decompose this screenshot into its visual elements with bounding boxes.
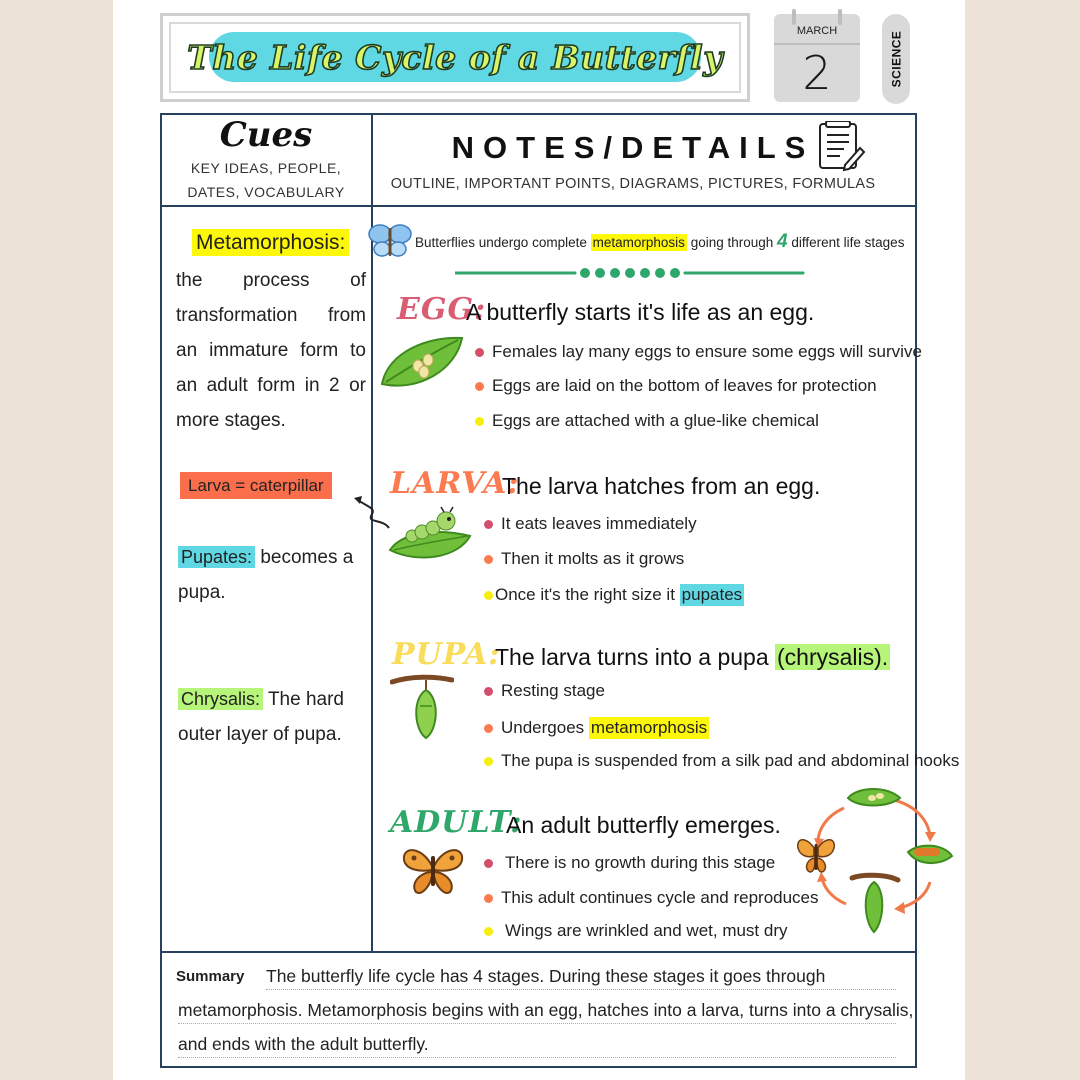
egg-bullet-2: Eggs are laid on the bottom of leaves for protection: [475, 376, 877, 396]
egg-heading: EGG:: [397, 292, 487, 327]
decorative-divider: [455, 264, 805, 282]
cue-metamorphosis: [176, 225, 368, 438]
notes-subheading: OUTLINE, IMPORTANT POINTS, DIAGRAMS, PICTURES, FORMULAS: [390, 176, 876, 192]
cues-heading: Cues: [219, 115, 313, 155]
term-chrysalis: Chrysalis:: [178, 688, 263, 710]
adult-butterfly-icon: [400, 844, 466, 896]
egg-bullet-1: Females lay many eggs to ensure some eggs will survive: [475, 342, 922, 362]
intro-text-end: different life stages: [791, 235, 905, 250]
term-metamorphosis: Metamorphosis:: [192, 229, 349, 256]
butterfly-icon: [367, 220, 413, 262]
title-banner: [187, 32, 723, 82]
term-larva: Larva = caterpillar: [180, 472, 332, 499]
summary-label: Summary: [176, 968, 245, 985]
summary-line-3: and ends with the adult butterfly.: [178, 1034, 896, 1058]
notepad-icon: [818, 121, 866, 173]
egg-bullet-3: Eggs are attached with a glue-like chemical: [475, 411, 819, 431]
calendar-day: 2: [802, 46, 832, 100]
larva-bullet-3: Once it's the right size it pupates: [484, 584, 744, 606]
pupa-bullet-1: Resting stage: [484, 681, 605, 701]
pupa-bullet-3: The pupa is suspended from a silk pad and abdominal hooks: [484, 751, 959, 771]
header-divider: [160, 205, 917, 207]
cue-pupates: [178, 540, 358, 610]
intro-text-start: Butterflies undergo complete: [415, 235, 587, 250]
cue-larva: [180, 468, 332, 503]
pupates-highlight: pupates: [681, 585, 743, 604]
adult-bullet-3: Wings are wrinkled and wet, must dry: [484, 921, 788, 941]
larva-bullet-2: Then it molts as it grows: [484, 549, 684, 569]
egg-description: A butterfly starts it's life as an egg.: [466, 299, 815, 325]
cues-subheading: KEY IDEAS, PEOPLE, DATES, VOCABULARY: [187, 160, 345, 200]
intro-text-mid: going through: [690, 235, 774, 250]
adult-description: An adult butterfly emerges.: [506, 812, 781, 838]
summary-line-2: metamorphosis. Metamorphosis begins with an egg, hatches into a larva, turns into a chrysalis,: [178, 1000, 896, 1024]
life-cycle-diagram: [796, 786, 954, 936]
cue-chrysalis: [178, 682, 358, 752]
intro-highlight: metamorphosis: [592, 235, 685, 250]
adult-heading: ADULT:: [390, 805, 523, 840]
larva-description: The larva hatches from an egg.: [502, 473, 821, 499]
subject-tag: [882, 14, 910, 104]
intro-sentence: [415, 231, 904, 253]
notes-heading: NOTES/DETAILS: [451, 130, 815, 165]
curved-arrow-icon: [352, 488, 392, 530]
pupa-description: The larva turns into a pupa (chrysalis).: [495, 644, 889, 670]
definition-pupates: becomes a pupa.: [178, 547, 354, 603]
definition-metamorphosis: the process of transformation from an immature form to an adult form in 2 or more stages.: [176, 270, 366, 431]
calendar-icon: [774, 14, 860, 102]
chrysalis-highlight: (chrysalis).: [777, 644, 889, 670]
subject-label: SCIENCE: [889, 30, 903, 88]
larva-heading: LARVA:: [390, 466, 520, 501]
leaf-with-eggs-icon: [378, 332, 464, 392]
summary-line-1: The butterfly life cycle has 4 stages. During these stages it goes through: [266, 966, 896, 990]
pupa-heading: PUPA:: [392, 637, 501, 672]
adult-bullet-1: There is no growth during this stage: [484, 853, 775, 873]
page-title: The Life Cycle of a Butterfly: [187, 37, 723, 77]
chrysalis-icon: [390, 672, 454, 742]
summary-divider: [160, 951, 917, 953]
calendar-month: MARCH: [796, 25, 838, 37]
larva-bullet-1: It eats leaves immediately: [484, 514, 697, 534]
term-pupates: Pupates:: [178, 546, 255, 568]
definition-chrysalis: The hard outer layer of pupa.: [178, 689, 344, 745]
adult-bullet-2: This adult continues cycle and reproduces: [484, 888, 819, 908]
metamorphosis-highlight: metamorphosis: [590, 718, 708, 737]
pupa-bullet-2: Undergoes metamorphosis: [484, 717, 709, 739]
caterpillar-on-leaf-icon: [388, 506, 472, 562]
intro-stage-count: 4: [777, 231, 788, 252]
